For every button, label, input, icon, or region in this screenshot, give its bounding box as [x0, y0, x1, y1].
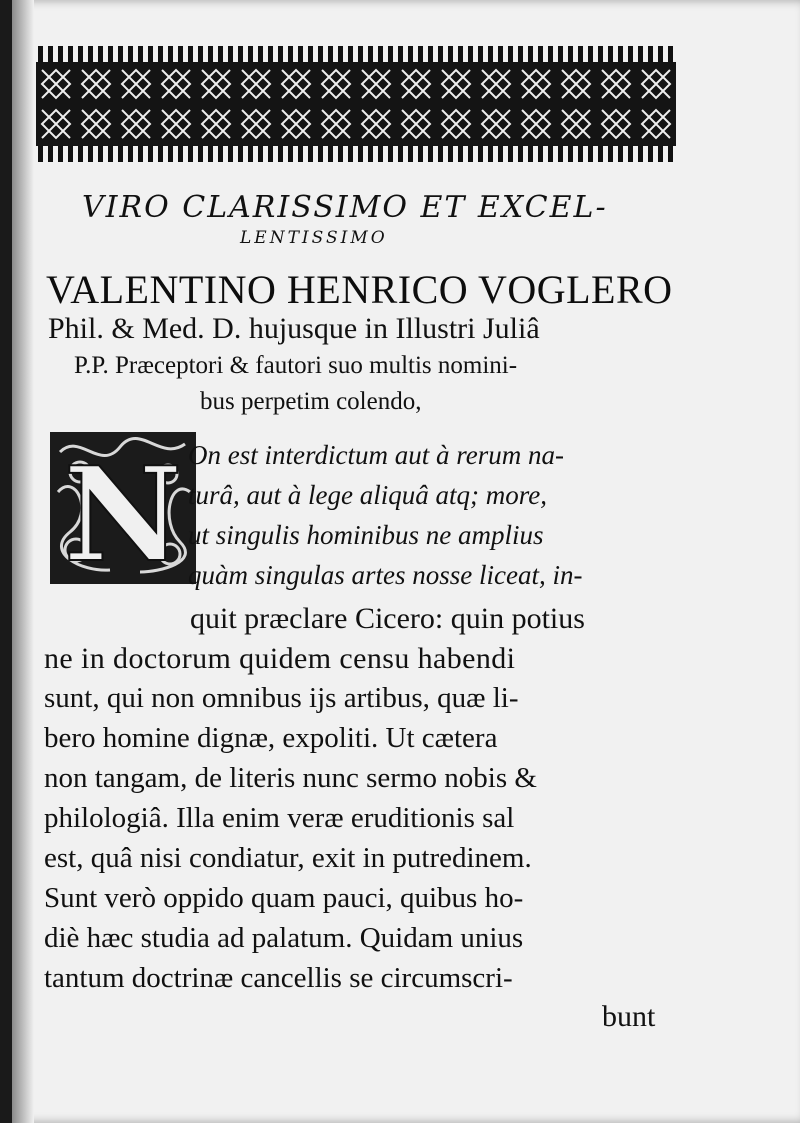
dedication-line: bus perpetim colendo, — [200, 388, 422, 415]
body-line: non tangam, de literis nunc sermo nobis & — [44, 762, 537, 794]
dedication-line: P.P. Præceptori & fautori suo multis nomini- — [74, 352, 518, 379]
decorated-initial — [50, 432, 196, 584]
ornamental-headpiece — [36, 40, 676, 168]
body-line: Sunt verò oppido quam pauci, quibus ho- — [44, 882, 524, 914]
body-line: On est interdictum aut à rerum na- — [188, 440, 564, 470]
body-line: sunt, qui non omnibus ijs artibus, quæ li- — [44, 682, 519, 714]
body-line: tantum doctrinæ cancellis se circumscri- — [44, 962, 513, 994]
catchword: bunt — [602, 1000, 656, 1033]
body-line: ne in doctorum quidem censu habendi — [44, 642, 516, 675]
initial-letter: N — [63, 438, 183, 584]
body-line: philologiâ. Illa enim veræ eruditionis sal — [44, 802, 515, 834]
body-line: quit præclare Cicero: quin potius — [190, 602, 585, 635]
body-line: diè hæc studia ad palatum. Quidam unius — [44, 922, 524, 954]
body-line: est, quâ nisi condiatur, exit in putredinem. — [44, 842, 532, 874]
body-line: quàm singulas artes nosse liceat, in- — [188, 560, 583, 590]
page-gutter-shadow — [12, 0, 34, 1123]
body-line: bero homine dignæ, expoliti. Ut cætera — [44, 722, 498, 754]
dedication-title-line2: LENTISSIMO — [240, 228, 388, 248]
dedication-line: Phil. & Med. D. hujusque in Illustri Juliâ — [48, 312, 540, 345]
dedication-title-line1: VIRO CLARISSIMO ET EXCEL- — [82, 190, 608, 225]
body-line: turâ, aut à lege aliquâ atq; more, — [188, 480, 547, 510]
dedicatee-name: VALENTINO HENRICO VOGLERO — [46, 267, 673, 312]
book-page — [12, 0, 800, 1123]
body-line: ut singulis hominibus ne amplius — [188, 520, 544, 550]
